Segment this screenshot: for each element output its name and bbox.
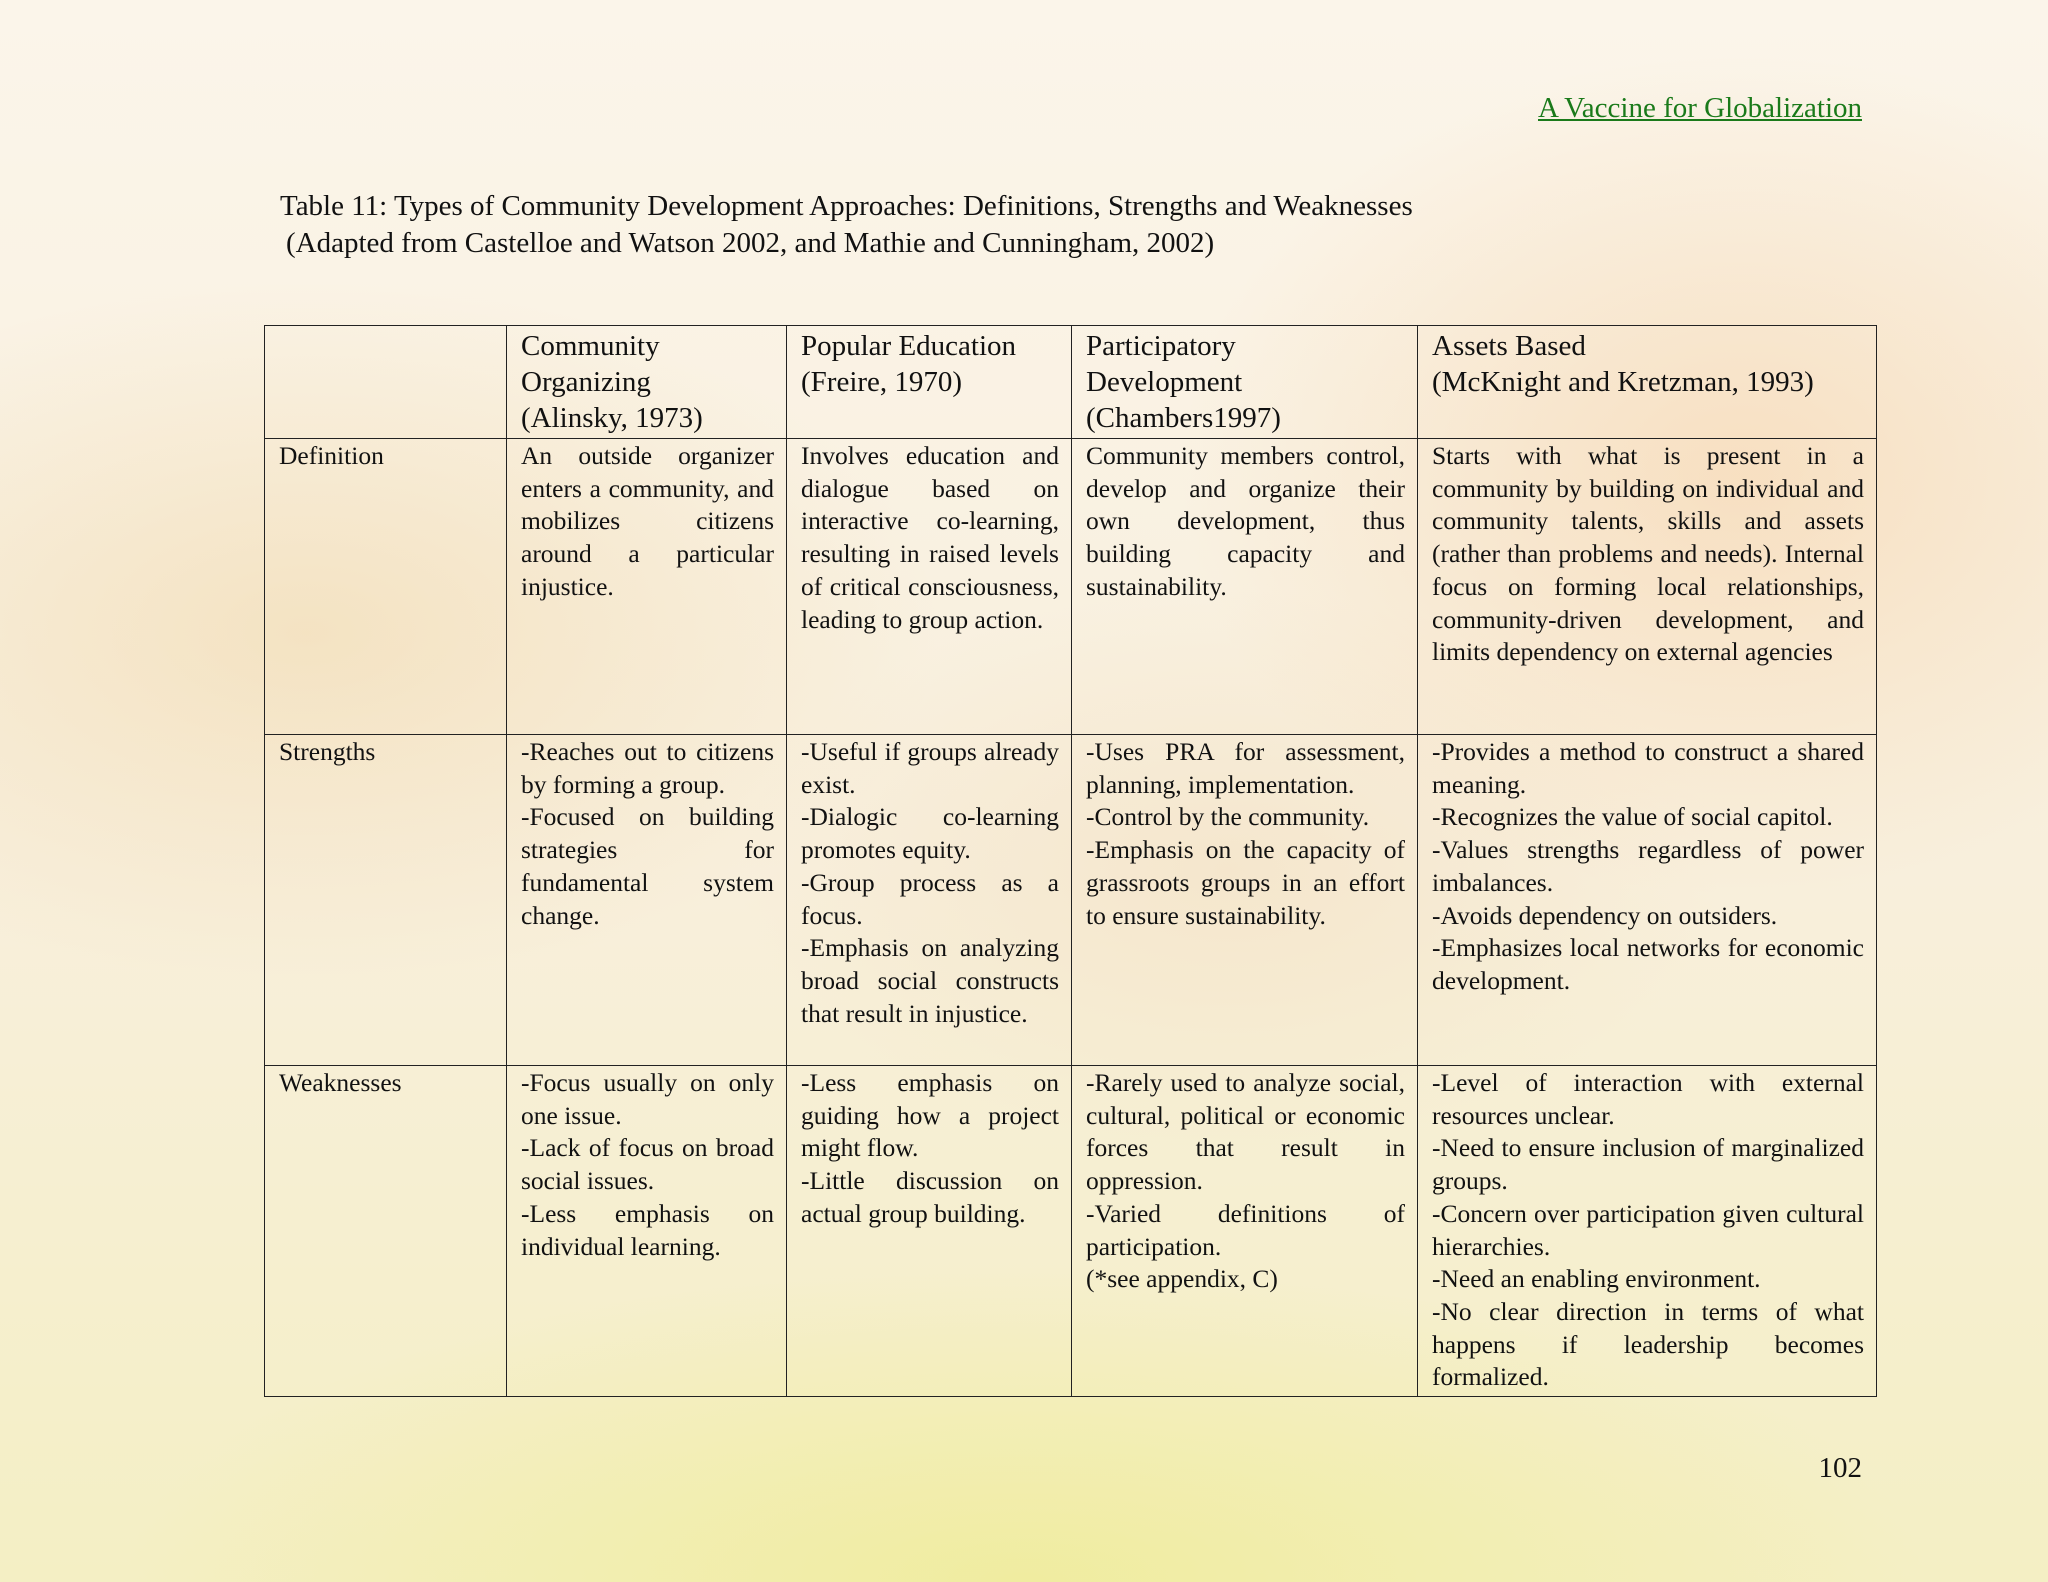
header-cell-participatory-development: Participatory Development (Chambers1997) — [1072, 326, 1418, 439]
cell-strengths-community-organizing: -Reaches out to citizens by forming a group. -Focused on building strategies for fundamental system change. — [507, 735, 787, 1066]
table-caption — [280, 188, 1413, 262]
cell-strengths-participatory-development: -Uses PRA for assessment, planning, implementation. -Control by the community. -Emphasis on the capacity of grassroots groups in an effort to ensure sustainability. — [1072, 735, 1418, 1066]
cell-definition-popular-education: Involves education and dialogue based on interactive co-learning, resulting in raised levels of critical consciousness, leading to group action. — [787, 439, 1072, 735]
approaches-table — [264, 325, 1877, 1397]
cell-definition-participatory-development: Community members control, develop and organize their own development, thus building capacity and sustainability. — [1072, 439, 1418, 735]
caption-title: Table 11: Types of Community Development Approaches: Definitions, Strengths and Weaknesses — [280, 190, 1413, 222]
header-cell-community-organizing: Community Organizing (Alinsky, 1973) — [507, 326, 787, 439]
header-cell-popular-education: Popular Education (Freire, 1970) — [787, 326, 1072, 439]
cell-weaknesses-assets-based: -Level of interaction with external resources unclear. -Need to ensure inclusion of marginalized groups. -Concern over participation given cultural hierarchies. -Need an enabling environment. -No clear direction in terms of what happens if leadership becomes formalized. — [1418, 1066, 1877, 1397]
table-row-weaknesses — [265, 1066, 1877, 1397]
table-row-definition — [265, 439, 1877, 735]
table-row-strengths — [265, 735, 1877, 1066]
cell-definition-assets-based: Starts with what is present in a community by building on individual and community talents, skills and assets (rather than problems and needs). Internal focus on forming local relationships, community-driven development, and limits dependency on external agencies — [1418, 439, 1877, 735]
table-header-row — [265, 326, 1877, 439]
cell-weaknesses-popular-education: -Less emphasis on guiding how a project might flow. -Little discussion on actual group building. — [787, 1066, 1072, 1397]
header-cell-assets-based: Assets Based (McKnight and Kretzman, 1993) — [1418, 326, 1877, 439]
running-header: A Vaccine for Globalization — [1538, 92, 1862, 124]
header-cell-empty — [265, 326, 507, 439]
cell-strengths-assets-based: -Provides a method to construct a shared meaning. -Recognizes the value of social capitol. -Values strengths regardless of power imbalances. -Avoids dependency on outsiders. -Emphasizes local networks for economic development. — [1418, 735, 1877, 1066]
page-number: 102 — [1818, 1452, 1862, 1484]
row-label-weaknesses: Weaknesses — [265, 1066, 507, 1397]
cell-strengths-popular-education: -Useful if groups already exist. -Dialogic co-learning promotes equity. -Group process as a focus. -Emphasis on analyzing broad social constructs that result in injustice. — [787, 735, 1072, 1066]
caption-source: (Adapted from Castelloe and Watson 2002, and Mathie and Cunningham, 2002) — [286, 227, 1215, 259]
row-label-definition: Definition — [265, 439, 507, 735]
cell-weaknesses-community-organizing: -Focus usually on only one issue. -Lack of focus on broad social issues. -Less emphasis on individual learning. — [507, 1066, 787, 1397]
cell-weaknesses-participatory-development: -Rarely used to analyze social, cultural, political or economic forces that result in oppression. -Varied definitions of participation. (*see appendix, C) — [1072, 1066, 1418, 1397]
row-label-strengths: Strengths — [265, 735, 507, 1066]
cell-definition-community-organizing: An outside organizer enters a community, and mobilizes citizens around a particular injustice. — [507, 439, 787, 735]
